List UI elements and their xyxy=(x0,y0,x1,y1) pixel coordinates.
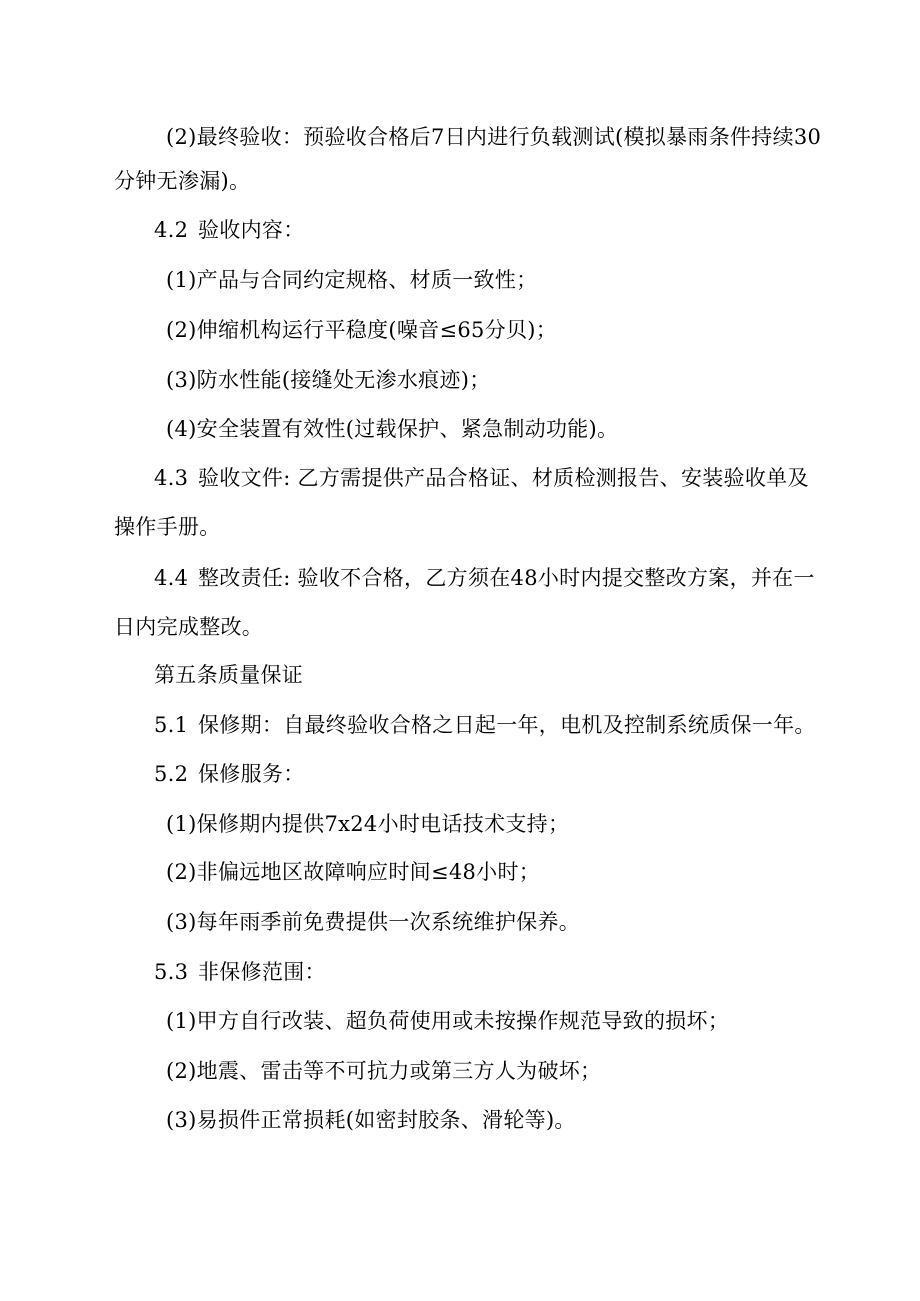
article-5-title: 第五条质量保证 xyxy=(154,663,304,687)
section-number: 5.2 xyxy=(154,762,189,786)
section-text: 保修服务： xyxy=(198,762,305,786)
paragraph-final-acceptance-line1: (2)最终验收：预验收合格后7日内进行负载测试(模拟暴雨条件持续30 xyxy=(166,125,822,149)
list-item: (3)易损件正常损耗(如密封胶条、滑轮等)。 xyxy=(166,1108,576,1132)
section-5-1 xyxy=(154,710,816,740)
section-text: 非保修范围： xyxy=(198,960,326,984)
section-4-4-line1 xyxy=(154,563,815,593)
section-text: 验收文件: 乙方需提供产品合格证、材质检测报告、安装验收单及 xyxy=(198,466,809,490)
section-text: 保修期：自最终验收合格之日起一年，电机及控制系统质保一年。 xyxy=(198,713,816,737)
list-item: (1)保修期内提供7x24小时电话技术支持； xyxy=(166,812,570,836)
list-item: (3)每年雨季前免费提供一次系统维护保养。 xyxy=(166,910,581,934)
section-number: 4.4 xyxy=(154,566,189,590)
section-number: 4.2 xyxy=(154,218,189,242)
section-number: 5.1 xyxy=(154,713,189,737)
section-5-2-heading xyxy=(154,759,305,789)
section-text: 整改责任: 验收不合格，乙方须在48小时内提交整改方案，并在一 xyxy=(198,566,815,590)
section-4-3-line1 xyxy=(154,463,809,493)
section-4-2-heading xyxy=(154,215,305,245)
list-item: (4)安全装置有效性(过载保护、紧急制动功能)。 xyxy=(166,417,619,441)
list-item: (1)产品与合同约定规格、材质一致性； xyxy=(166,268,538,292)
list-item: (3)防水性能(接缝处无渗水痕迹)； xyxy=(166,368,491,392)
section-number: 4.3 xyxy=(154,466,189,490)
list-item: (2)伸缩机构运行平稳度(噪音≤65分贝)； xyxy=(166,318,558,342)
list-item: (2)非偏远地区故障响应时间≤48小时； xyxy=(166,860,541,884)
section-5-3-heading xyxy=(154,957,326,987)
section-text: 验收内容： xyxy=(198,218,305,242)
paragraph-final-acceptance-line2: 分钟无渗漏)。 xyxy=(114,169,251,193)
list-item: (1)甲方自行改装、超负荷使用或未按操作规范导致的损坏； xyxy=(166,1009,730,1033)
section-4-4-line2: 日内完成整改。 xyxy=(114,615,264,639)
list-item: (2)地震、雷击等不可抗力或第三方人为破坏； xyxy=(166,1059,602,1083)
section-number: 5.3 xyxy=(154,960,189,984)
section-4-3-line2: 操作手册。 xyxy=(114,515,221,539)
